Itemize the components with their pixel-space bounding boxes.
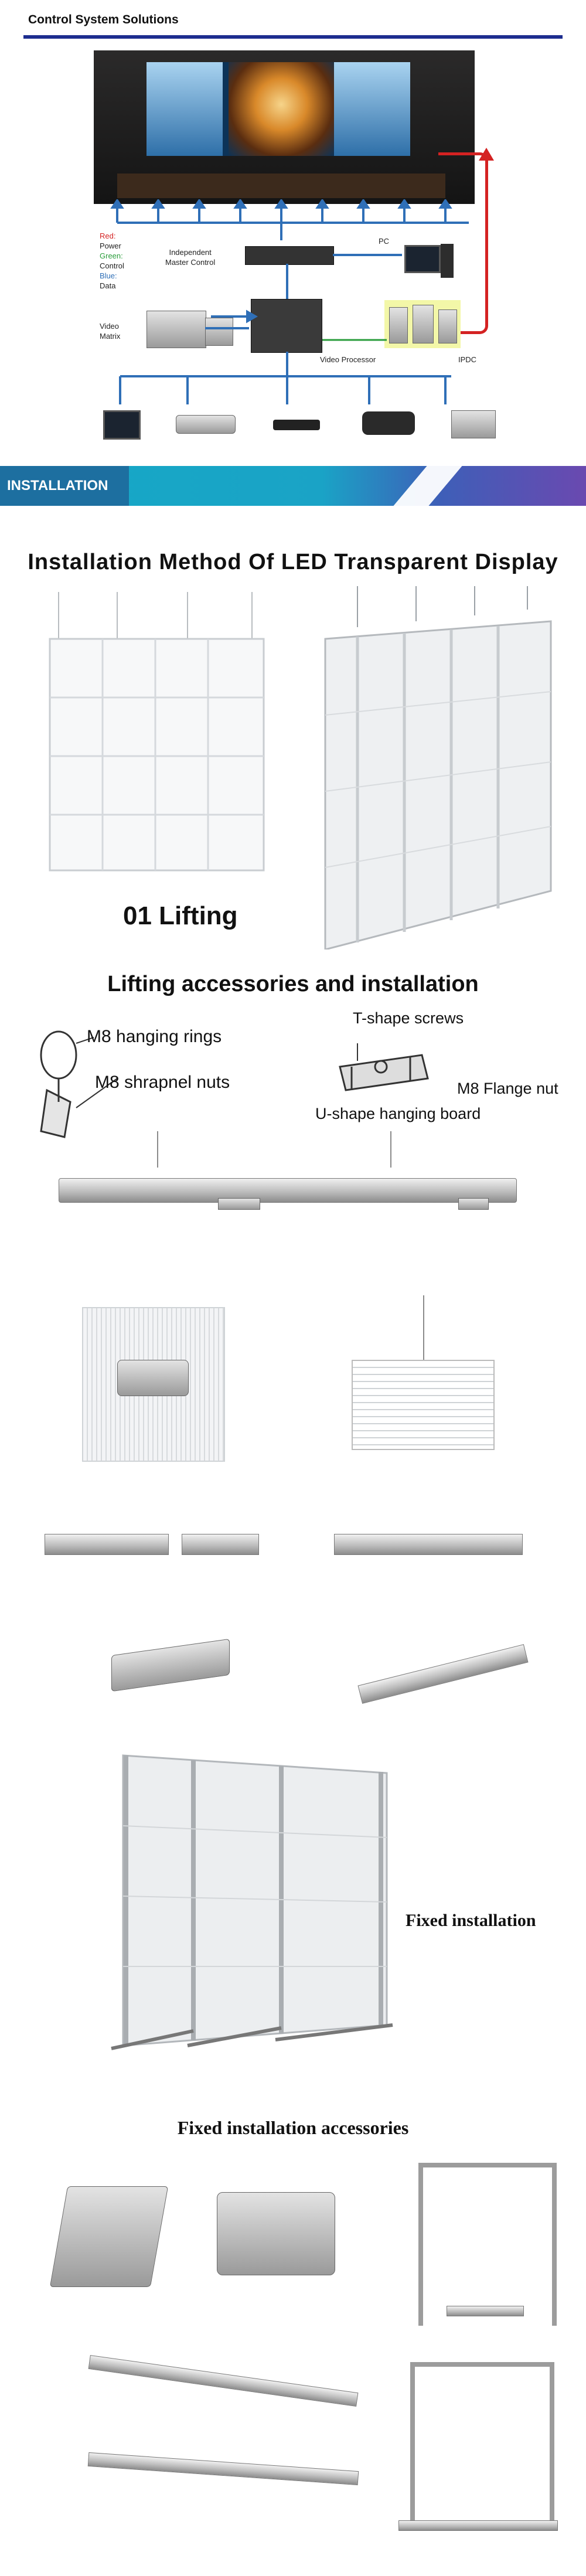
hanging-beam bbox=[59, 1178, 517, 1203]
legend-control: Control bbox=[100, 261, 124, 270]
rail-piece-left bbox=[45, 1534, 169, 1555]
legend-power: Power bbox=[100, 241, 121, 250]
installation-method-title: Installation Method Of LED Transparent Display bbox=[28, 550, 558, 574]
beam-top-detail bbox=[352, 1360, 495, 1450]
long-crossbar-accessory bbox=[88, 2355, 359, 2407]
lifting-accessories-title: Lifting accessories and installation bbox=[107, 972, 479, 996]
lifting-perspective-view bbox=[322, 586, 557, 950]
header-divider bbox=[23, 35, 563, 39]
screen-right-panel bbox=[334, 62, 410, 156]
beam-clamp-left bbox=[218, 1198, 260, 1210]
video-processor-label: Video Processor bbox=[320, 355, 376, 364]
clamp-accessory bbox=[111, 1639, 230, 1692]
hanging-wire-right bbox=[390, 1131, 391, 1168]
t-shape-screws-label: T-shape screws bbox=[353, 1009, 464, 1027]
control-desk bbox=[117, 173, 445, 198]
video-matrix-line-2: Matrix bbox=[100, 332, 121, 341]
foot-clamp-accessory bbox=[217, 2192, 335, 2275]
page-title: Control System Solutions bbox=[28, 13, 179, 26]
screen-center-image bbox=[229, 62, 334, 156]
installation-banner-label: INSTALLATION bbox=[7, 478, 108, 494]
joint-bracket bbox=[117, 1360, 189, 1396]
lifting-front-view bbox=[47, 592, 270, 873]
beam-clamp-right bbox=[458, 1198, 489, 1210]
video-wall-bus-lines bbox=[94, 199, 481, 240]
m8-hanging-rings-label: M8 hanging rings bbox=[87, 1027, 222, 1046]
base-crossbar-accessory bbox=[88, 2452, 359, 2485]
media-player-icon bbox=[273, 420, 320, 430]
legend-data: Data bbox=[100, 281, 116, 290]
u-shape-board-icon bbox=[334, 1043, 451, 1114]
power-arrow-icon bbox=[478, 147, 495, 162]
m8-flange-nut-label: M8 Flange nut bbox=[457, 1080, 558, 1097]
legend-blue: Blue: bbox=[100, 271, 117, 280]
corner-bracket-accessory bbox=[50, 2186, 168, 2287]
video-wall-photo bbox=[94, 50, 475, 204]
camera-device-icon bbox=[176, 415, 236, 434]
monitor-device-icon bbox=[103, 410, 141, 440]
signal-connection-lines bbox=[94, 252, 457, 422]
fixed-installation-title: Fixed installation bbox=[406, 1911, 536, 1930]
legend-green: Green: bbox=[100, 251, 123, 260]
u-shape-hanging-board-label: U-shape hanging board bbox=[315, 1105, 481, 1122]
master-control-line-2: Master Control bbox=[165, 258, 216, 267]
rail-piece-right bbox=[182, 1534, 259, 1555]
frame-stand-accessory bbox=[418, 2163, 557, 2326]
lifting-title: 01 Lifting bbox=[123, 901, 238, 930]
fixed-accessories-title: Fixed installation accessories bbox=[177, 2117, 409, 2138]
rail-joined bbox=[334, 1534, 523, 1555]
screen-left-panel bbox=[146, 62, 223, 156]
frame-stand-base bbox=[447, 2306, 524, 2316]
hanging-wire-left bbox=[157, 1131, 158, 1168]
fixed-installation-view bbox=[105, 1750, 398, 2063]
video-matrix-line-1: Video bbox=[100, 322, 120, 331]
pc-label: PC bbox=[379, 237, 390, 246]
frame-stand-full bbox=[410, 2362, 554, 2531]
ipdc-label: IPDC bbox=[458, 355, 477, 364]
camcorder-icon bbox=[362, 411, 415, 435]
frame-stand-full-base bbox=[398, 2520, 558, 2531]
master-control-line-1: Independent bbox=[169, 248, 212, 257]
detail-hanging-wire bbox=[423, 1295, 424, 1360]
m8-shrapnel-nuts-label: M8 shrapnel nuts bbox=[95, 1073, 230, 1092]
tablet-device-icon bbox=[451, 410, 496, 438]
legend-red: Red: bbox=[100, 232, 116, 240]
angled-bar-accessory bbox=[357, 1644, 528, 1704]
led-screen bbox=[146, 62, 410, 156]
